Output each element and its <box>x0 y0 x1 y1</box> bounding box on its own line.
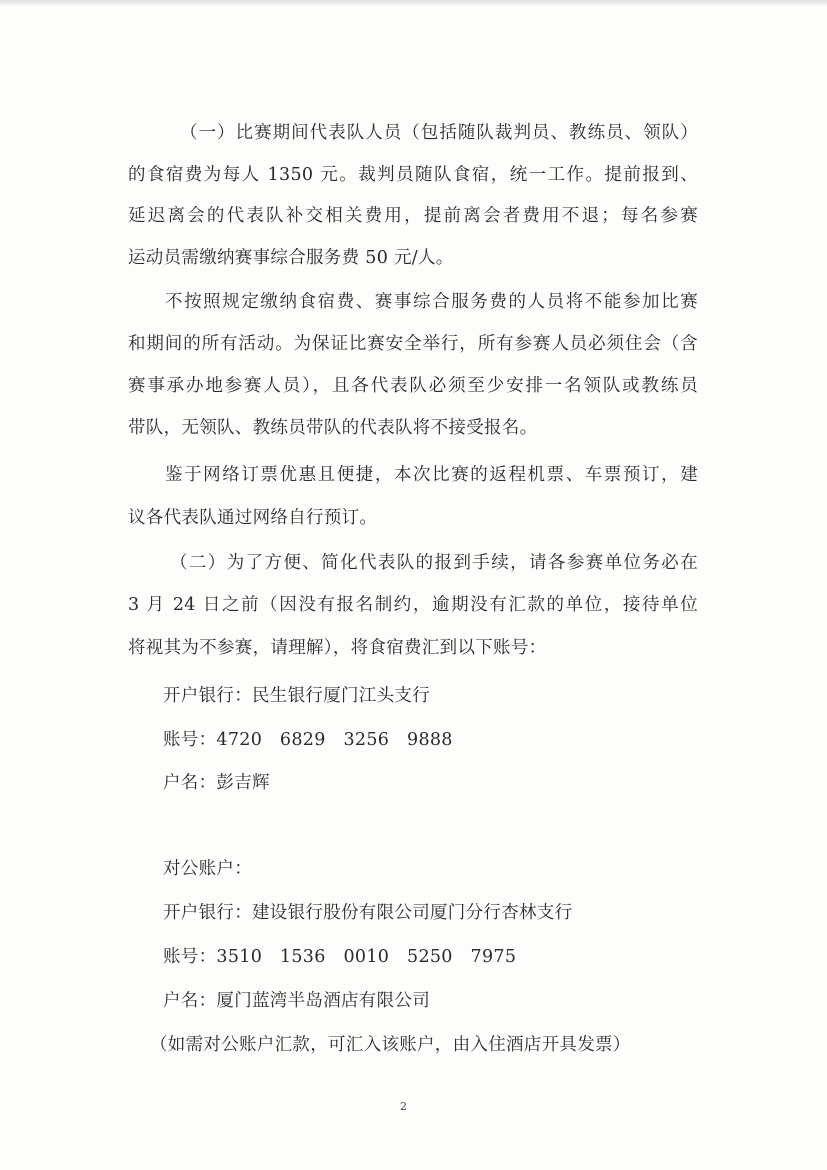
paragraph-1-line-2: 的食宿费为每人 1350 元。裁判员随队食宿，统一工作。提前报到、 <box>128 165 698 185</box>
paragraph-3-line-1: 鉴于网络订票优惠且便捷，本次比赛的返程机票、车票预订，建 <box>165 465 698 485</box>
account-1-bank: 开户银行：民生银行厦门江头支行 <box>163 686 430 706</box>
paragraph-2-line-4: 带队，无领队、教练员带队的代表队将不接受报名。 <box>128 418 538 438</box>
paragraph-2-line-1: 不按照规定缴纳食宿费、赛事综合服务费的人员将不能参加比赛 <box>165 292 698 312</box>
paragraph-4-line-2: 3 月 24 日之前（因没有报名制约，逾期没有汇款的单位，接待单位 <box>128 595 698 615</box>
paragraph-1-line-1: （一）比赛期间代表队人员（包括随队裁判员、教练员、领队） <box>180 123 698 143</box>
account-2-number: 账号：3510 1536 0010 5250 7975 <box>163 947 517 967</box>
paragraph-2-line-2: 和期间的所有活动。为保证比赛安全举行，所有参赛人员必须住会（含 <box>128 334 698 354</box>
account-2-title: 对公账户： <box>163 859 252 879</box>
paragraph-3-line-2: 议各代表队通过网络自行预订。 <box>128 508 378 528</box>
account-2-bank: 开户银行：建设银行股份有限公司厦门分行杏林支行 <box>163 903 573 923</box>
paragraph-1-line-4: 运动员需缴纳赛事综合服务费 50 元/人。 <box>128 248 454 268</box>
account-2-name: 户名：厦门蓝湾半岛酒店有限公司 <box>163 991 430 1011</box>
account-1-number: 账号：4720 6829 3256 9888 <box>163 730 453 750</box>
invoice-note: （如需对公账户汇款，可汇入该账户，由入住酒店开具发票） <box>150 1035 631 1055</box>
page-number: 2 <box>400 1100 407 1113</box>
paragraph-1-line-3: 延迟离会的代表队补交相关费用，提前离会者费用不退；每名参赛 <box>128 206 698 226</box>
paragraph-4-line-3: 将视其为不参赛，请理解），将食宿费汇到以下账号： <box>128 638 547 658</box>
scan-top-edge <box>0 0 827 6</box>
paragraph-4-line-1: （二）为了方便、简化代表队的报到手续，请各参赛单位务必在 <box>170 553 698 573</box>
account-1-name: 户名：彭吉辉 <box>163 773 270 793</box>
paragraph-2-line-3: 赛事承办地参赛人员），且各代表队必须至少安排一名领队或教练员 <box>128 376 698 396</box>
